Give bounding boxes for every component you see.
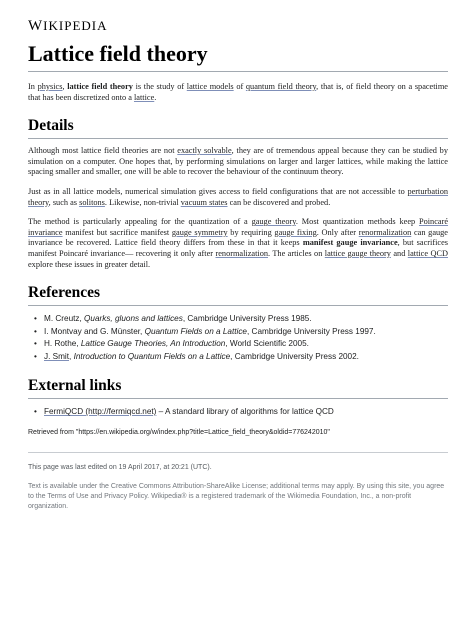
article xyxy=(28,18,448,512)
link-j-smit[interactable]: J. Smit xyxy=(44,351,70,361)
footer xyxy=(28,463,448,512)
link-lattice-gauge-theory[interactable]: lattice gauge theory xyxy=(324,248,391,258)
text: is the study of xyxy=(132,82,187,91)
text: can gauge invariance be recovered. Lattice field theory differs from these in that it keeps xyxy=(28,227,448,248)
link-solitons[interactable]: solitons xyxy=(79,197,105,207)
text: by requiring xyxy=(227,227,275,237)
section-heading-details: Details xyxy=(28,117,448,139)
link-quantum-field-theory[interactable]: quantum field theory xyxy=(245,82,317,91)
link-renormalization[interactable]: renormalization xyxy=(358,227,412,237)
ref-title: Quantum Fields on a Lattice xyxy=(144,326,247,336)
bold-term: lattice field theory xyxy=(67,82,133,91)
link-description: – A standard library of algorithms for lattice QCD xyxy=(156,407,334,417)
ref-publisher: , Cambridge University Press 2002. xyxy=(230,351,359,361)
link-physics[interactable]: physics xyxy=(37,82,63,91)
text: . xyxy=(154,92,157,102)
retrieved-from: Retrieved from "https://en.wikipedia.org/w/index.php?title=Lattice_field_theory&oldid=776242010" xyxy=(28,429,448,453)
last-edited: This page was last edited on 19 April 2017, at 20:21 (UTC). xyxy=(28,463,212,471)
details-paragraph-1 xyxy=(28,146,448,178)
text: , such as xyxy=(48,197,80,207)
link-lattice[interactable]: lattice xyxy=(133,92,155,102)
text: of xyxy=(233,82,246,91)
license-notice: Text is available under the Creative Commons Attribution-ShareAlike License; additional terms may apply. By using this site, you agree to the Terms of Use and Privacy Policy. Wikipedia® is a registered trademark of the Wikimedia Foundation, Inc., a non-profit organization. xyxy=(28,482,445,510)
link-gauge-symmetry[interactable]: gauge symmetry xyxy=(171,227,228,237)
text: explore these issues in greater detail. xyxy=(28,259,151,269)
link-lattice-models[interactable]: lattice models xyxy=(186,82,234,91)
text: , they are of tremendous appeal because they can be studied by simulation on a computer. One hopes that, by performing simulations on larger and larger lattices, while making the lattice spacing smaller and smaller, one will be able to recover the behaviour of the continuum theory. xyxy=(28,146,448,177)
text: manifest but sacrifice manifest xyxy=(62,227,172,237)
ref-author: M. Creutz, xyxy=(44,314,85,324)
section-heading-references: References xyxy=(28,284,448,306)
ref-author: I. Montvay and G. Münster, xyxy=(44,326,145,336)
text: Just as in all lattice models, numerical simulation gives access to field configurations that are not accessible to xyxy=(28,186,408,196)
logo-rest: IKIPEDIA xyxy=(43,18,108,33)
text: , but sacrifices manifest Poincaré invariance— recovering it only after xyxy=(28,238,448,258)
text: In xyxy=(28,82,38,91)
references-list xyxy=(28,313,448,363)
text: and xyxy=(390,248,408,258)
details-paragraph-3 xyxy=(28,217,448,270)
page-title: Lattice field theory xyxy=(28,41,448,72)
link-gauge-theory[interactable]: gauge theory xyxy=(251,217,296,227)
ref-publisher: , World Scientific 2005. xyxy=(225,339,309,349)
text: , xyxy=(69,351,74,361)
external-links-list xyxy=(28,406,448,419)
link-vacuum-states[interactable]: vacuum states xyxy=(180,197,228,207)
bold-term: manifest gauge invariance xyxy=(302,238,398,248)
text: . Only after xyxy=(316,227,359,237)
ref-title: Lattice Gauge Theories, An Introduction xyxy=(80,339,226,349)
link-renormalization-2[interactable]: renormalization xyxy=(215,248,268,258)
text: The method is particularly appealing for the quantization of a xyxy=(28,217,252,227)
link-lattice-qcd[interactable]: lattice QCD xyxy=(407,248,448,258)
text: , that is, of field theory on a spacetime that has been discretized onto a xyxy=(28,82,448,102)
wikipedia-logo[interactable] xyxy=(28,18,448,35)
text: , xyxy=(62,82,68,91)
ref-author: H. Rothe, xyxy=(44,339,81,349)
list-item xyxy=(44,351,448,364)
list-item xyxy=(44,406,448,419)
text: can be discovered and probed. xyxy=(227,197,331,207)
logo-initial: W xyxy=(28,18,44,34)
link-gauge-fixing[interactable]: gauge fixing xyxy=(274,227,317,237)
intro-paragraph xyxy=(28,82,448,103)
text: . Likewise, non-trivial xyxy=(104,197,181,207)
list-item xyxy=(44,326,448,339)
link-exactly-solvable[interactable]: exactly solvable xyxy=(177,146,232,156)
ref-title: Introduction to Quantum Fields on a Lattice xyxy=(73,351,231,361)
details-paragraph-2 xyxy=(28,187,448,208)
ref-publisher: , Cambridge University Press 1997. xyxy=(246,326,376,336)
ref-publisher: , Cambridge University Press 1985. xyxy=(182,314,312,324)
link-poincare-invariance[interactable]: Poincaré invariance xyxy=(28,217,449,237)
text: Although most lattice field theories are not xyxy=(28,146,178,156)
section-heading-external-links: External links xyxy=(28,377,448,399)
list-item xyxy=(44,338,448,351)
text: . Most quantization methods keep xyxy=(295,217,419,227)
list-item xyxy=(44,313,448,326)
text: . The articles on xyxy=(268,248,325,258)
link-fermiqcd[interactable]: FermiQCD (http://fermiqcd.net) xyxy=(44,407,157,417)
link-perturbation-theory[interactable]: perturbation theory xyxy=(28,186,448,207)
ref-title: Quarks, gluons and lattices xyxy=(84,314,183,324)
